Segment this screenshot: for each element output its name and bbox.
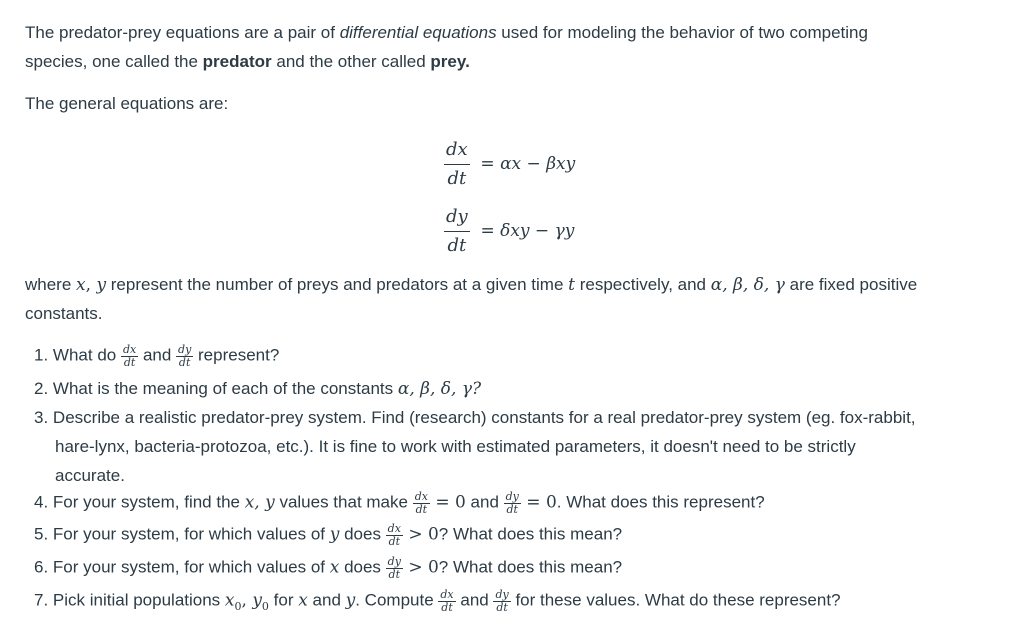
intro-text: used for modeling the behavior of two competing	[496, 23, 868, 42]
question-2: 2. What is the meaning of each of the constants α, β, δ, γ?	[34, 379, 482, 399]
where-line-1: where x, y represent the number of preys and predators at a given time t respectively, and α, β, δ, γ are fixed positive	[25, 275, 918, 295]
constants-list: α, β, δ, γ	[710, 275, 785, 295]
dy-dt-fraction: $\frac{dy}{dt}$	[505, 490, 519, 516]
question-3-line-2: hare-lynx, bacteria-protozoa, etc.). It is fine to work with estimated parameters, it doesn't need to be strictly	[55, 437, 856, 456]
question-7: 7. Pick initial populations $x_0$, $y_0$ for x and y. Compute $\frac{dx}{dt}$ and $\frac{dy}{dt}$ for these values. What do these represent?	[34, 588, 841, 614]
question-5: 5. For your system, for which values of y does $\frac{dx}{dt}$ > 0? What does this mean?	[34, 522, 623, 548]
dx-dt-fraction: $\frac{dx}{dt}$	[414, 490, 428, 516]
dy-dt-fraction: $\frac{dy}{dt}$	[387, 555, 401, 581]
question-1: 1. What do $\frac{dx}{dt}$ and $\frac{dy}{dt}$ represent?	[34, 343, 280, 369]
dx-dt-fraction: $\frac{dx}{dt}$	[440, 588, 454, 614]
dx-dt-fraction: $\frac{dx}{dt}$	[122, 343, 137, 369]
intro-line-2	[25, 52, 470, 72]
intro-emphasis: differential equations	[339, 23, 497, 42]
intro-text: and the other called	[271, 52, 431, 71]
question-4: 4. For your system, find the x, y values that make $\frac{dx}{dt}$ = 0 and $\frac{dy}{dt}$ = 0. What does this represent?	[34, 490, 765, 516]
general-equations-label: The general equations are:	[25, 94, 229, 113]
intro-text: species, one called the	[25, 52, 203, 71]
question-3: 3. Describe a realistic predator-prey system. Find (research) constants for a real predator-prey system (eg. fox-rabbit,	[34, 408, 916, 427]
where-line-2: constants.	[25, 304, 103, 323]
intro-text: The predator-prey equations are a pair of	[25, 23, 340, 42]
intro-line-1	[25, 23, 868, 43]
dx-dt-fraction: $\frac{dx}{dt}$	[444, 136, 470, 193]
dx-dt-fraction: $\frac{dx}{dt}$	[387, 522, 401, 548]
question-3-line-3: accurate.	[55, 466, 125, 485]
predator-bold: predator	[202, 52, 272, 71]
dy-dt-fraction: $\frac{dy}{dt}$	[444, 203, 470, 260]
prey-bold: prey.	[430, 52, 470, 71]
equation-2	[444, 203, 574, 260]
equation-1-rhs: = αx − βxy	[480, 153, 576, 174]
equation-1	[444, 136, 575, 193]
question-6: 6. For your system, for which values of x does $\frac{dy}{dt}$ > 0? What does this mean?	[34, 555, 623, 581]
dy-dt-fraction: $\frac{dy}{dt}$	[495, 588, 509, 614]
dy-dt-fraction: $\frac{dy}{dt}$	[178, 343, 192, 369]
equation-2-rhs: = δxy − γy	[480, 220, 575, 241]
